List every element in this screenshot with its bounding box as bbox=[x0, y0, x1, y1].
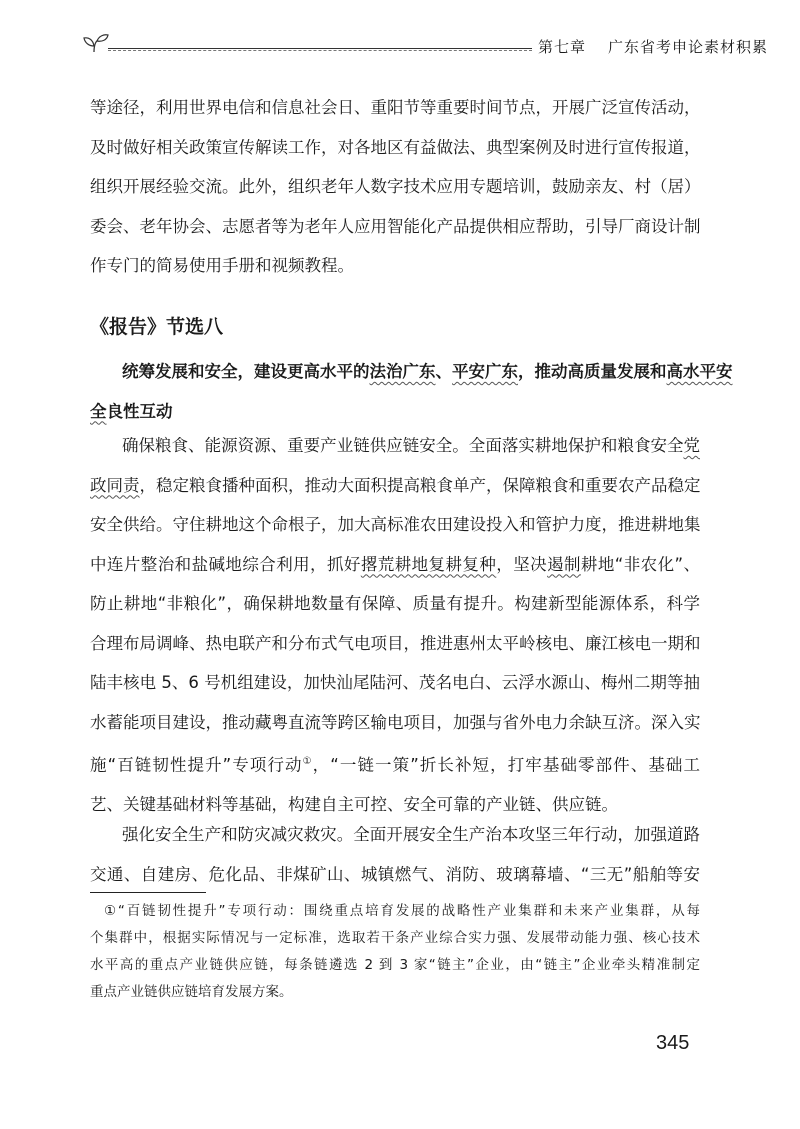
footnote bbox=[90, 898, 700, 1006]
text-span: 良性互动 bbox=[106, 401, 173, 421]
footnote-rule bbox=[90, 892, 206, 893]
paragraph-2 bbox=[90, 426, 700, 825]
sprout-leaf-icon bbox=[80, 32, 110, 56]
text-line: 艺、关键基础材料等基础，构建自主可控、安全可靠的产业链、供应链。 bbox=[90, 795, 618, 814]
text-line: 委会、老年协会、志愿者等为老年人应用智能化产品提供相应帮助，引导厂商设计制 bbox=[90, 216, 701, 236]
subheading bbox=[90, 352, 733, 431]
paragraph-1 bbox=[90, 88, 700, 286]
underlined-term: 政同责 bbox=[90, 475, 140, 495]
text-line bbox=[90, 352, 733, 392]
paragraph-3 bbox=[90, 815, 700, 894]
text-line: 强化安全生产和防灾减灾救灾。全面开展安全生产治本攻坚三年行动，加强道路 bbox=[122, 825, 700, 844]
text-line: 防止耕地“非粮化”，确保耕地数量有保障、质量有提升。构建新型能源体系，科学 bbox=[90, 594, 700, 613]
text-line: 作专门的简易使用手册和视频教程。 bbox=[90, 256, 354, 275]
underlined-term: 平安广东 bbox=[452, 362, 518, 381]
footnote-ref: ① bbox=[302, 756, 313, 767]
chapter-title: 广东省考申论素材积累 bbox=[608, 38, 769, 56]
text-span: 耕地“非农化”、 bbox=[580, 554, 701, 574]
text-line: 交通、自建房、危化品、非煤矿山、城镇燃气、消防、玻璃幕墙、“三无”船舶等安 bbox=[90, 864, 700, 884]
text-line: 及时做好相关政策宣传解读工作，对各地区有益做法、典型案例及时进行宣传报道， bbox=[90, 137, 701, 157]
text-span: 确保粮食、能源资源、重要产业链供应链安全。全面落实耕地保护和粮食安全 bbox=[122, 436, 684, 455]
text-line: 组织开展经验交流。此外，组织老年人数字技术应用专题培训，鼓励亲友、村（居） bbox=[90, 177, 701, 196]
chapter-label: 第七章 bbox=[538, 38, 587, 56]
footnote-line: 个集群中，根据实际情况与一定标准，选取若干条产业综合实力强、发展带动能力强、核心技术 bbox=[90, 930, 700, 946]
text-line bbox=[90, 742, 700, 785]
text-span: 中连片整治和盐碱地综合利用，抓好 bbox=[90, 554, 361, 574]
text-line: 安全供给。守住耕地这个命根子，加大高标准农田建设投入和管护力度，推进耕地集 bbox=[90, 515, 701, 534]
underlined-term: 高水平安 bbox=[666, 362, 733, 381]
text-span: ，“一链一策”折长补短，打牢基础零部件、基础工 bbox=[312, 755, 700, 775]
text-span: 统筹发展和安全，建设更高水平的 bbox=[122, 362, 370, 381]
page-number: 345 bbox=[656, 1032, 690, 1054]
section-heading: 《报告》节选八 bbox=[90, 316, 224, 338]
text-span: ，推动高质量发展和 bbox=[518, 362, 667, 381]
text-line: 水蓄能项目建设，推动藏粤直流等跨区输电项目，加强与省外电力余缺互济。深入实 bbox=[90, 712, 701, 732]
footnote-line: ①“百链韧性提升”专项行动：围绕重点培育发展的战略性产业集群和未来产业集群，从每 bbox=[104, 903, 700, 919]
text-line: 陆丰核电 5、6 号机组建设，加快汕尾陆河、茂名电白、云浮水源山、梅州二期等抽 bbox=[90, 673, 700, 692]
underlined-term: 撂荒耕地复耕复种 bbox=[360, 554, 497, 574]
underlined-term: 法治广东 bbox=[369, 362, 436, 381]
text-line bbox=[90, 466, 700, 506]
text-span: ，稳定粮食播种面积，推动大面积提高粮食单产，保障粮食和重要农产品稳定 bbox=[139, 475, 701, 495]
header-rule bbox=[108, 48, 532, 49]
text-line bbox=[90, 426, 700, 466]
text-span: 、 bbox=[435, 362, 452, 381]
underlined-term: 全 bbox=[90, 401, 107, 421]
footnote-line: 重点产业链供应链培育发展方案。 bbox=[90, 984, 293, 1000]
text-span: ，坚决 bbox=[496, 554, 548, 574]
text-line: 合理布局调峰、热电联产和分布式气电项目，推进惠州太平岭核电、廉江核电一期和 bbox=[90, 633, 701, 653]
text-line: 等途径，利用世界电信和信息社会日、重阳节等重要时间节点，开展广泛宣传活动， bbox=[90, 98, 701, 117]
page-header bbox=[80, 30, 769, 60]
header-rule-dashed bbox=[108, 50, 532, 51]
underlined-term: 党 bbox=[683, 436, 700, 455]
footnote-line: 水平高的重点产业链供应链，每条链遴选 2 到 3 家“链主”企业，由“链主”企业牵头精准制定 bbox=[90, 957, 700, 973]
underlined-term: 遏制 bbox=[547, 554, 581, 574]
text-line bbox=[90, 545, 700, 585]
text-span: 施“百链韧性提升”专项行动 bbox=[90, 755, 303, 775]
